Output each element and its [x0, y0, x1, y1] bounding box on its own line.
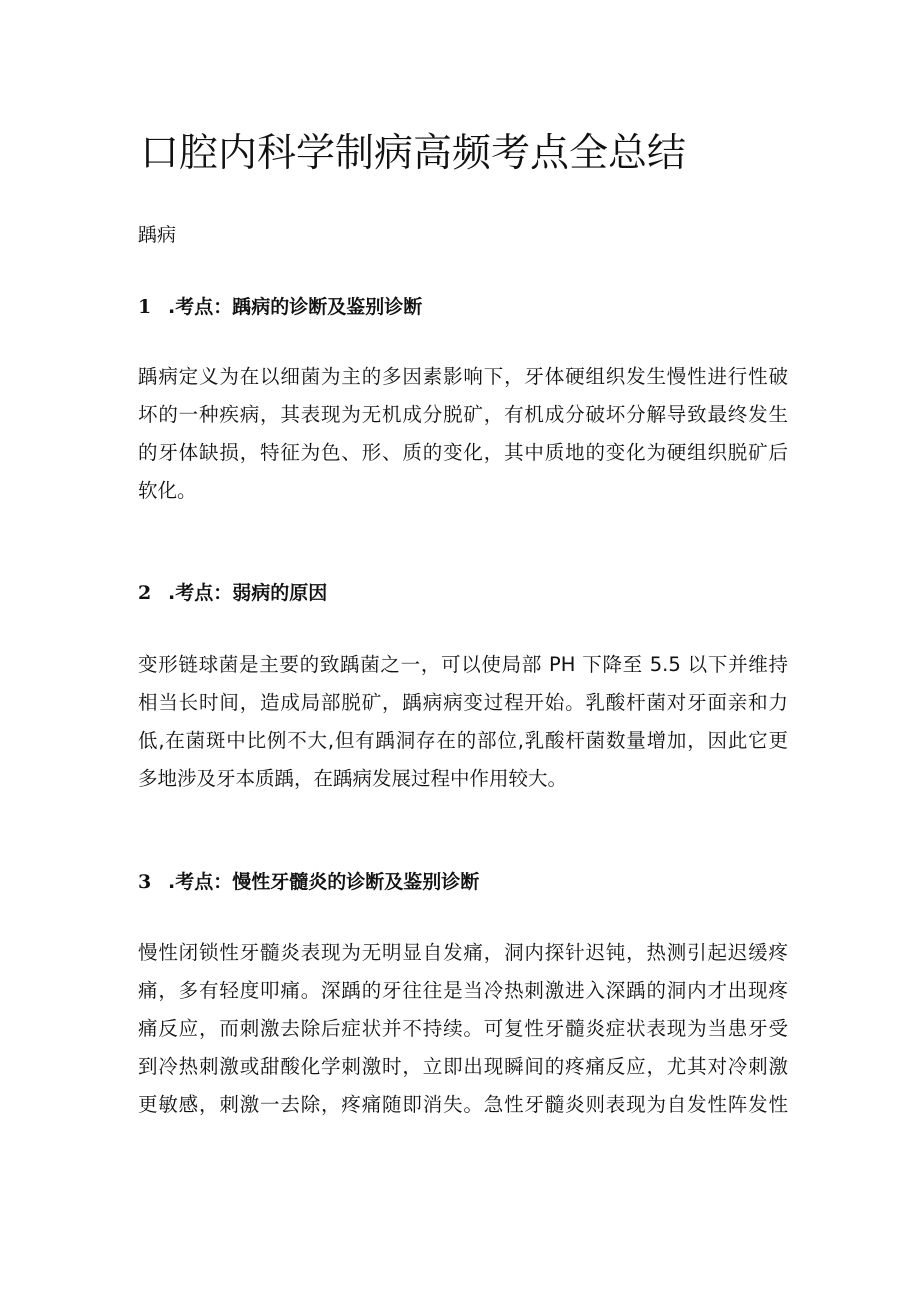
paragraph-3-line: 慢性闭锁性牙髓炎表现为无明显自发痛，洞内探针迟钝，热测引起迟缓疼 — [138, 941, 788, 964]
paragraph-2-line: 相当长时间，造成局部脱矿，踽病病变过程开始。乳酸杆菌对牙面亲和力 — [138, 691, 788, 714]
paragraph-2-line: 多地涉及牙本质踽，在踽病发展过程中作用较大。 — [138, 767, 568, 790]
paragraph-1 — [138, 358, 788, 510]
paragraph-3 — [138, 934, 788, 1124]
document-title: 口腔内科学制病高频考点全总结 — [140, 131, 687, 176]
heading-2-number: 2 — [138, 582, 152, 604]
paragraph-3-line: 到冷热刺激或甜酸化学刺激时，立即出现瞬间的疼痛反应，尤其对冷刺激 — [138, 1055, 788, 1078]
paragraph-1-line: 踽病定义为在以细菌为主的多因素影响下，牙体硬组织发生慢性进行性破 — [138, 365, 788, 388]
heading-3 — [138, 868, 479, 896]
section-label: 踽病 — [138, 224, 177, 246]
paragraph-3-line: 痛，多有轻度叩痛。深踽的牙往往是当冷热刺激进入深踽的洞内才出现疼 — [138, 979, 788, 1002]
heading-1-number: 1 — [138, 296, 152, 318]
paragraph-1-line: 的牙体缺损，特征为色、形、质的变化，其中质地的变化为硬组织脱矿后 — [138, 441, 788, 464]
heading-1 — [138, 293, 422, 321]
paragraph-1-line: 软化。 — [138, 479, 197, 502]
paragraph-2-line: 变形链球菌是主要的致踽菌之一，可以使局部 PH 下降至 5.5 以下并维持 — [138, 653, 788, 676]
paragraph-2 — [138, 646, 788, 798]
heading-2 — [138, 579, 327, 607]
paragraph-1-line: 坏的一种疾病，其表现为无机成分脱矿，有机成分破坏分解导致最终发生 — [138, 403, 788, 426]
heading-3-text: .考点：慢性牙髓炎的诊断及鉴别诊断 — [168, 871, 480, 893]
heading-1-text: .考点：踽病的诊断及鉴别诊断 — [168, 296, 423, 318]
heading-2-text: .考点：弱病的原因 — [168, 582, 328, 604]
paragraph-3-line: 痛反应，而刺激去除后症状并不持续。可复性牙髓炎症状表现为当患牙受 — [138, 1017, 788, 1040]
paragraph-3-line: 更敏感，刺激一去除，疼痛随即消失。急性牙髓炎则表现为自发性阵发性 — [138, 1093, 788, 1116]
heading-3-number: 3 — [138, 871, 152, 893]
paragraph-2-line: 低,在菌斑中比例不大,但有踽洞存在的部位,乳酸杆菌数量增加，因此它更 — [138, 729, 788, 752]
